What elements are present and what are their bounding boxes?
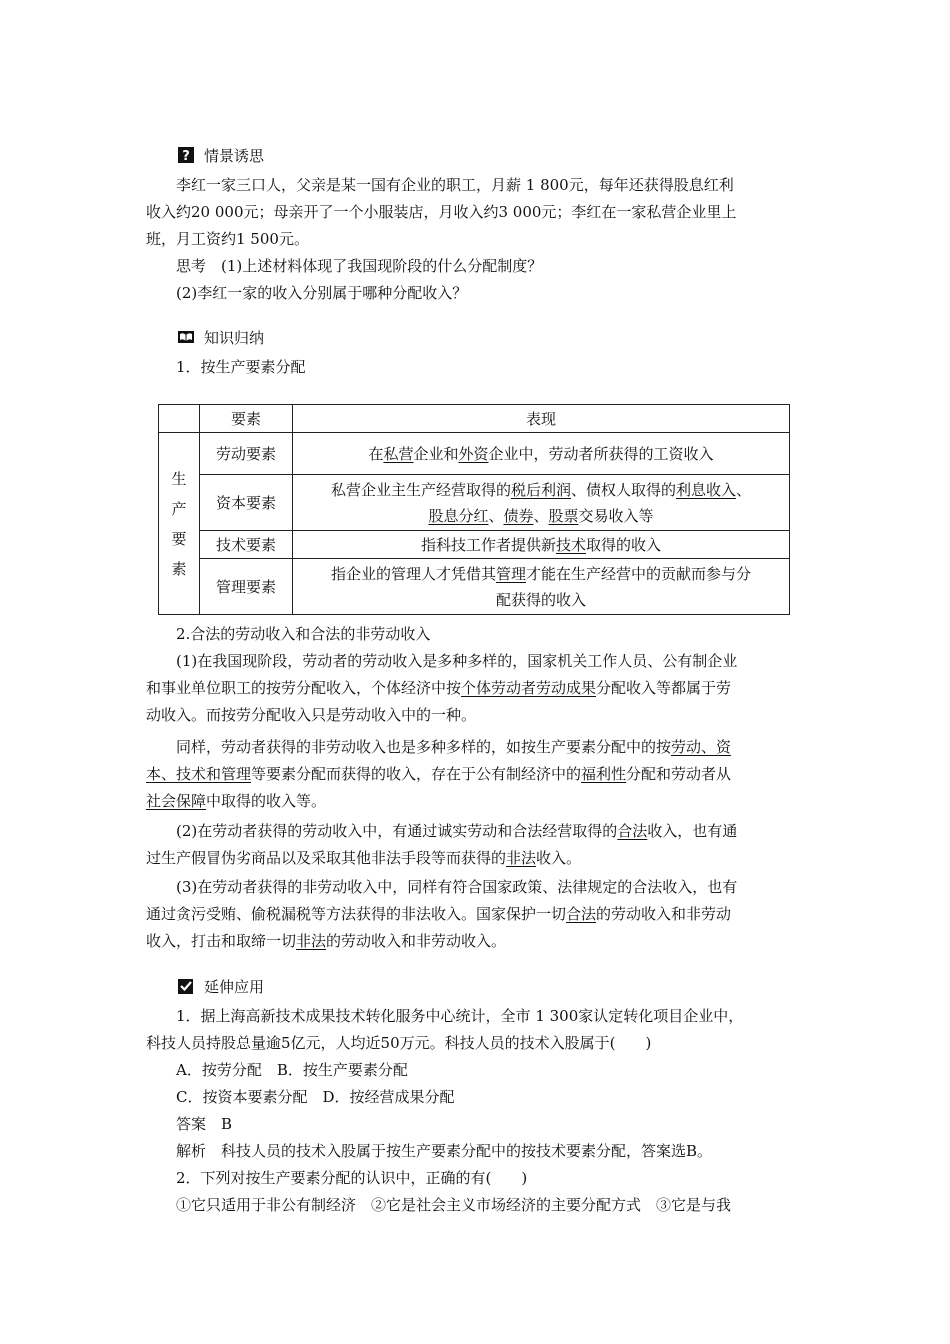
paragraph-line: 收入约20 000元；母亲开了一个小服装店，月收入约3 000元；李红在一家私营企业里上 xyxy=(146,203,737,221)
paragraph-line: 李红一家三口人，父亲是某一国有企业的职工，月薪 1 800元，每年还获得股息红利 xyxy=(176,176,734,194)
question-line: 科技人员持股总量逾5亿元，人均近50万元。科技人员的技术入股属于( ) xyxy=(146,1034,652,1052)
table-row-form: 指企业的管理人才凭借其管理才能在生产经营中的贡献而参与分 配获得的收入 xyxy=(293,559,790,615)
question-icon xyxy=(178,147,194,163)
section-title: 知识归纳 xyxy=(204,329,265,347)
answer-line: 答案 B xyxy=(176,1115,233,1133)
section-title: 情景诱思 xyxy=(204,147,265,165)
table-row-factor: 劳动要素 xyxy=(200,433,293,475)
section-title: 延伸应用 xyxy=(204,978,265,996)
paragraph-line: 同样，劳动者获得的非劳动收入也是多种多样的，如按生产要素分配中的按劳动、资 xyxy=(176,738,732,756)
paragraph-line: 收入，打击和取缔一切非法的劳动收入和非劳动收入。 xyxy=(146,932,507,950)
think-question-1: 思考 (1)上述材料体现了我国现阶段的什么分配制度？ xyxy=(176,257,543,275)
paragraph-line: 和事业单位职工的按劳分配收入，个体经济中按个体劳动者劳动成果分配收入等都属于劳 xyxy=(146,679,732,697)
paragraph-line: 本、技术和管理等要素分配而获得的收入，存在于公有制经济中的福利性分配和劳动者从 xyxy=(146,765,732,783)
table-row-factor: 管理要素 xyxy=(200,559,293,615)
think-question-2: (2)李红一家的收入分别属于哪种分配收入？ xyxy=(176,284,468,302)
table-group-label: 生 产 要 素 xyxy=(159,433,200,615)
list-item-1: 1．按生产要素分配 xyxy=(176,358,306,376)
table-row-form: 私营企业主生产经营取得的税后利润、债权人取得的利息收入、 股息分红、债券、股票交易收入等 xyxy=(293,475,790,531)
table-header-factor: 要素 xyxy=(200,405,293,433)
checkbox-icon xyxy=(178,978,194,994)
paragraph-line: 班，月工资约1 500元。 xyxy=(146,230,309,248)
table-row-form: 指科技工作者提供新技术取得的收入 xyxy=(293,531,790,559)
table-row-factor: 技术要素 xyxy=(200,531,293,559)
list-item-2: 2.合法的劳动收入和合法的非劳动收入 xyxy=(176,625,431,643)
paragraph-line: (3)在劳动者获得的非劳动收入中，同样有符合国家政策、法律规定的合法收入，也有 xyxy=(176,878,738,896)
section-application-heading xyxy=(178,976,264,998)
question-line: 1．据上海高新技术成果技术转化服务中心统计，全市 1 300家认定转化项目企业中， xyxy=(176,1007,744,1025)
paragraph-line: 过生产假冒伪劣商品以及采取其他非法手段等而获得的非法收入。 xyxy=(146,849,582,867)
paragraph-line: 动收入。而按劳分配收入只是劳动收入中的一种。 xyxy=(146,706,477,724)
paragraph-line: 社会保障中取得的收入等。 xyxy=(146,792,327,810)
option-line: C．按资本要素分配 D．按经营成果分配 xyxy=(176,1088,455,1106)
question-line: 2．下列对按生产要素分配的认识中，正确的有( ) xyxy=(176,1169,528,1187)
option-line: A．按劳分配 B．按生产要素分配 xyxy=(176,1061,408,1079)
production-factors-table xyxy=(158,404,790,615)
analysis-line: 解析 科技人员的技术入股属于按生产要素分配中的按技术要素分配，答案选B。 xyxy=(176,1142,713,1160)
paragraph-line: (1)在我国现阶段，劳动者的劳动收入是多种多样的，国家机关工作人员、公有制企业 xyxy=(176,652,738,670)
table-corner-cell xyxy=(159,405,200,433)
open-book-icon xyxy=(178,329,194,345)
section-knowledge-heading xyxy=(178,327,264,349)
option-line: ①它只适用于非公有制经济 ②它是社会主义市场经济的主要分配方式 ③它是与我 xyxy=(176,1196,732,1214)
svg-text:?: ? xyxy=(182,149,190,163)
table-header-form: 表现 xyxy=(293,405,790,433)
table-row-factor: 资本要素 xyxy=(200,475,293,531)
section-situation-heading xyxy=(178,145,264,167)
table-row-form: 在私营企业和外资企业中，劳动者所获得的工资收入 xyxy=(293,433,790,475)
paragraph-line: 通过贪污受贿、偷税漏税等方法获得的非法收入。国家保护一切合法的劳动收入和非劳动 xyxy=(146,905,732,923)
paragraph-line: (2)在劳动者获得的劳动收入中，有通过诚实劳动和合法经营取得的合法收入，也有通 xyxy=(176,822,738,840)
